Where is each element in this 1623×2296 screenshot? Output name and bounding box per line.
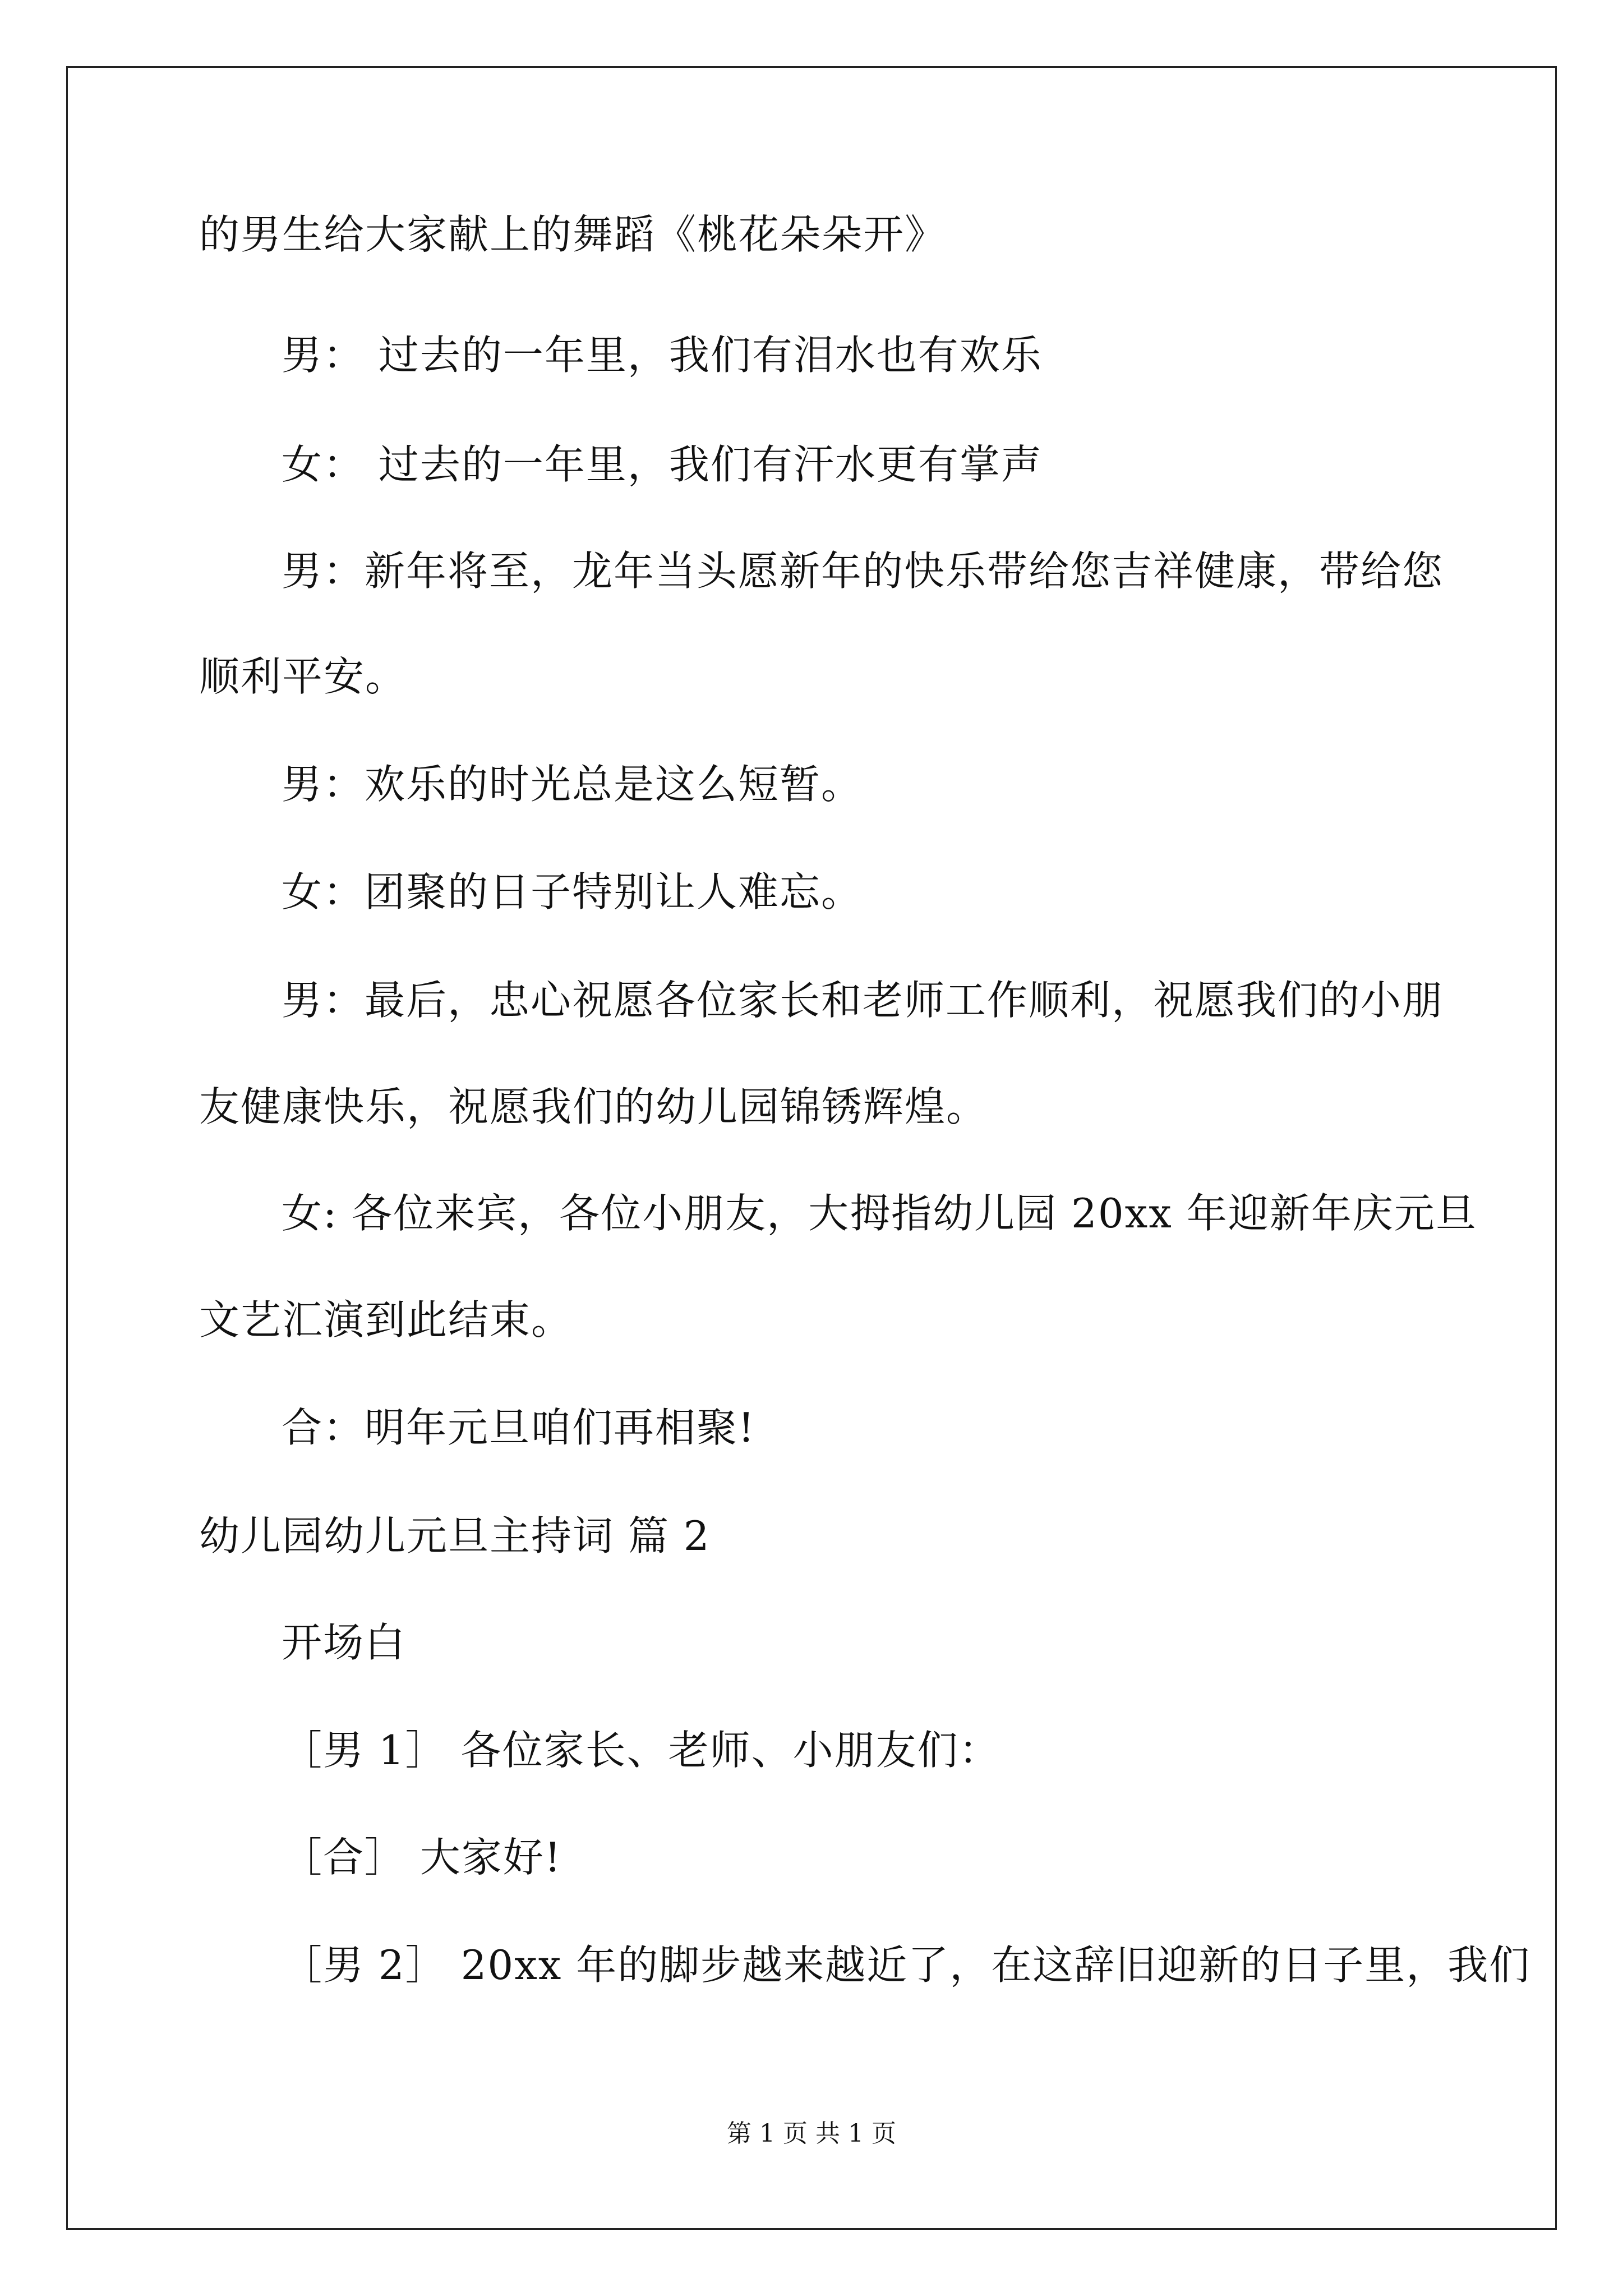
text-line-12: 合：明年元旦咱们再相聚!	[282, 1404, 755, 1451]
page-footer: 第 1 页 共 1 页	[727, 2119, 896, 2148]
text-line-1: 的男生给大家献上的舞蹈《桃花朵朵开》	[199, 211, 947, 258]
text-line-10: 女: 各位来宾，各位小朋友，大拇指幼儿园 20xx 年迎新年庆元旦	[282, 1190, 1477, 1237]
section-heading: 幼儿园幼儿元旦主持词 篇 2	[199, 1512, 711, 1559]
text-line-15: ［男 1］ 各位家长、老师、小朋友们：	[282, 1727, 1000, 1774]
text-line-14: 开场白	[282, 1619, 407, 1666]
text-line-9: 友健康快乐，祝愿我们的幼儿园锦锈辉煌。	[199, 1083, 988, 1130]
text-line-5: 顺利平安。	[199, 653, 407, 700]
text-line-16: ［合］ 大家好!	[282, 1834, 562, 1881]
text-line-3: 女： 过去的一年里，我们有汗水更有掌声	[282, 441, 1043, 488]
text-line-4: 男：新年将至，龙年当头愿新年的快乐带给您吉祥健康，带给您	[282, 547, 1444, 595]
page-frame	[66, 66, 1557, 2230]
text-line-8: 男：最后，忠心祝愿各位家长和老师工作顺利，祝愿我们的小朋	[282, 977, 1444, 1024]
text-line-7: 女：团聚的日子特别让人难忘。	[282, 868, 863, 915]
text-line-2: 男： 过去的一年里，我们有泪水也有欢乐	[282, 332, 1043, 379]
text-line-6: 男：欢乐的时光总是这么短暂。	[282, 761, 863, 808]
text-line-11: 文艺汇演到此结束。	[199, 1296, 573, 1343]
text-line-17: ［男 2］ 20xx 年的脚步越来越近了，在这辞旧迎新的日子里，我们	[282, 1941, 1531, 1989]
